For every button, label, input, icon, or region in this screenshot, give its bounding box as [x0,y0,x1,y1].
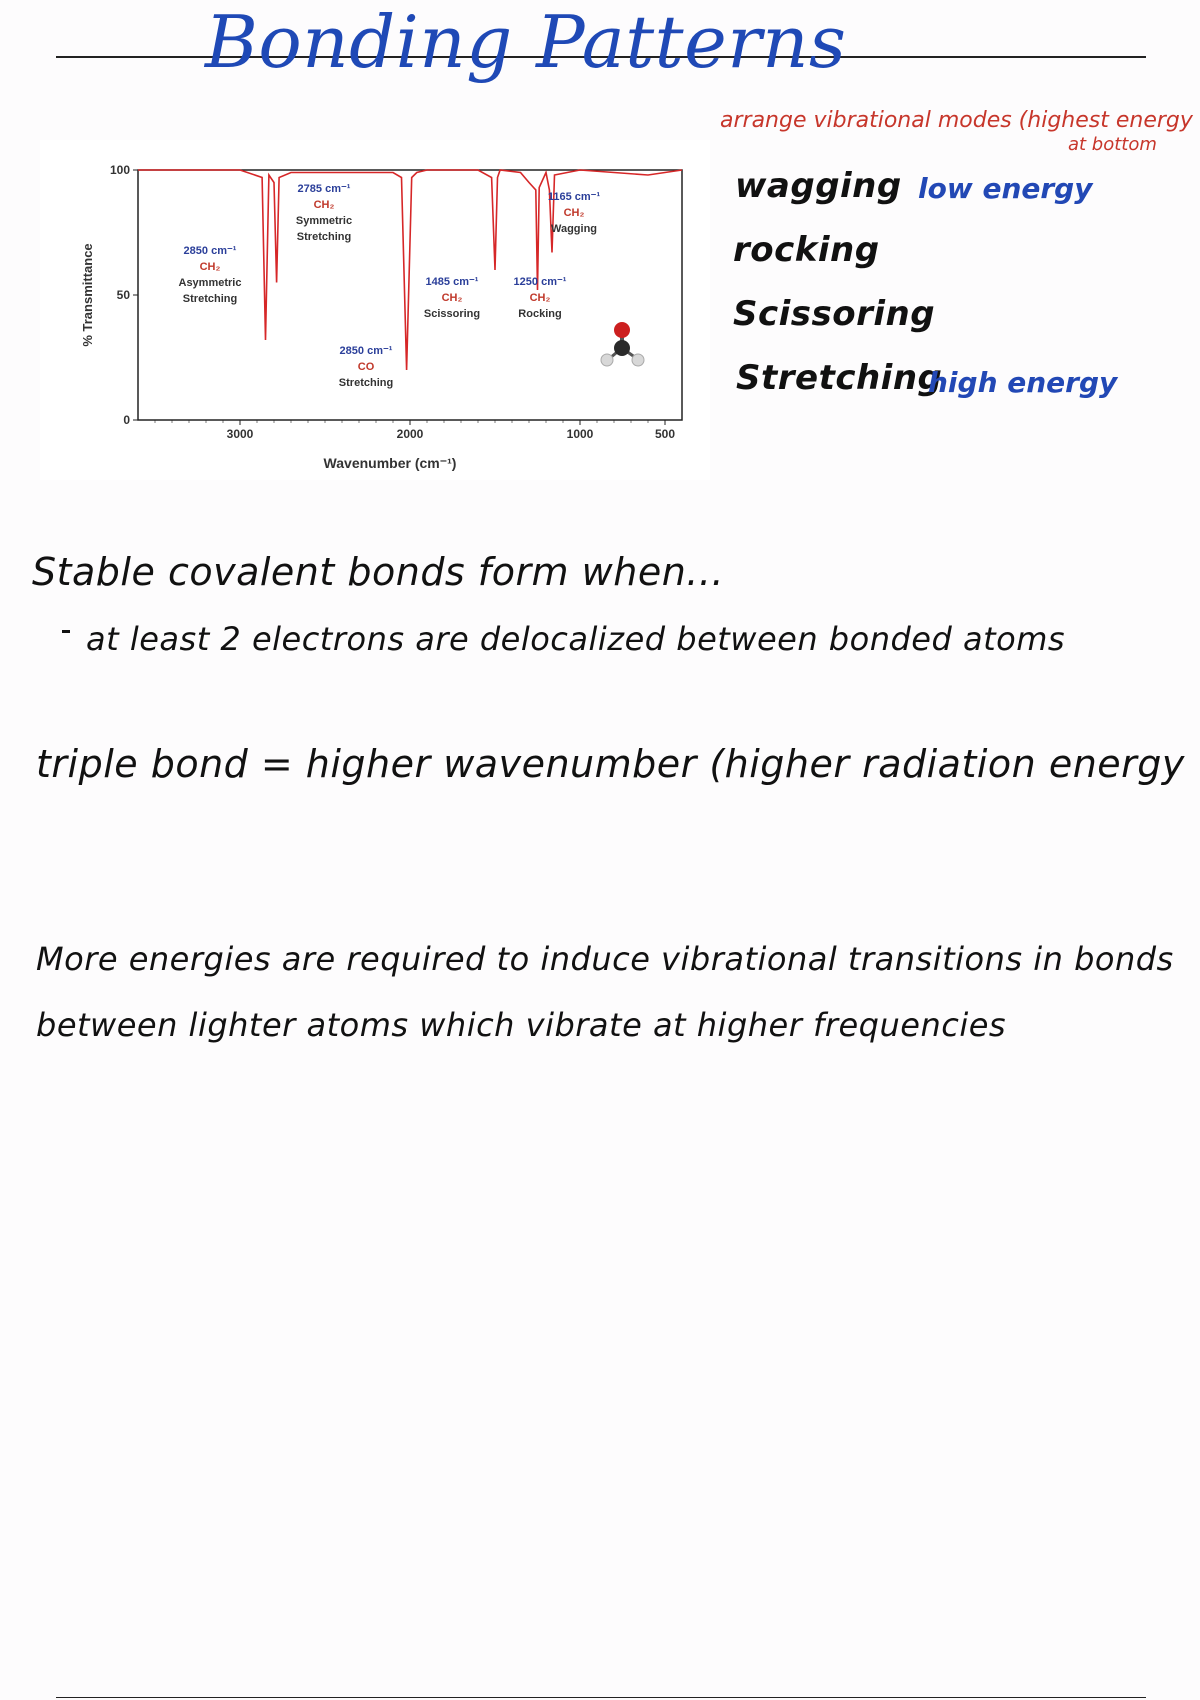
mode-wagging-energy: low energy [918,172,1093,205]
x-tick-label: 1000 [566,427,594,441]
mode-wagging: wagging [735,166,902,206]
note-line-2: at bottom [1068,134,1157,155]
x-axis-label: Wavenumber (cm⁻¹) [323,455,457,471]
annotation-group: CH₂ [563,207,585,219]
annotation-mode-2: Stretching [182,293,238,305]
x-tick-label: 2000 [396,427,424,441]
annotation-wavenumber: 2850 cm⁻¹ [339,345,393,357]
hydrogen-atom-icon [601,354,613,366]
annotation-wavenumber: 2850 cm⁻¹ [183,245,237,257]
annotation-wavenumber: 1250 cm⁻¹ [513,276,567,288]
carbon-atom-icon [614,340,630,356]
annotation-wavenumber: 2785 cm⁻¹ [297,183,351,195]
annotation-wavenumber: 1485 cm⁻¹ [425,276,479,288]
annotation-mode: Asymmetric [178,277,242,289]
annotation-mode: Stretching [338,377,394,389]
y-axis-label: % Transmittance [80,243,95,347]
page-title: Bonding Patterns [205,0,847,84]
mode-rocking: rocking [733,230,880,270]
y-tick-label: 100 [109,163,130,177]
mode-scissoring: Scissoring [733,294,936,334]
stable-bonds-heading: Stable covalent bonds form when... [32,550,725,594]
annotation-group: CO [357,361,375,373]
annotation-wavenumber: 1165 cm⁻¹ [547,191,601,203]
annotation-group: CH₂ [199,261,221,273]
bullet-dash [62,630,70,633]
ir-spectrum-chart [40,140,710,480]
annotation-mode: Rocking [518,308,562,320]
annotation-mode: Wagging [550,223,598,235]
more-energies-line-2: between lighter atoms which vibrate at higher frequencies [36,1006,1007,1044]
mode-stretching-energy: high energy [928,366,1118,399]
x-tick-label: 500 [654,427,676,441]
oxygen-atom-icon [614,322,630,338]
bottom-rule [56,1697,1146,1698]
triple-bond-note: triple bond = higher wavenumber (higher radiation energy [36,742,1185,786]
annotation-mode-2: Stretching [296,231,352,243]
annotation-group: CH₂ [441,292,463,304]
y-tick-label: 50 [116,288,130,302]
annotation-group: CH₂ [313,199,335,211]
bullet-electrons: at least 2 electrons are delocalized between bonded atoms [86,620,1066,658]
note-line-1: arrange vibrational modes (highest energy [720,108,1193,133]
more-energies-line-1: More energies are required to induce vibrational transitions in bonds [36,940,1174,978]
ir-spectrum-svg [40,140,710,480]
hydrogen-atom-icon [632,354,644,366]
annotation-group: CH₂ [529,292,551,304]
annotation-mode: Symmetric [295,215,353,227]
y-tick-label: 0 [123,413,130,427]
x-tick-label: 3000 [226,427,254,441]
annotation-mode: Scissoring [423,308,481,320]
mode-stretching: Stretching [736,358,943,398]
